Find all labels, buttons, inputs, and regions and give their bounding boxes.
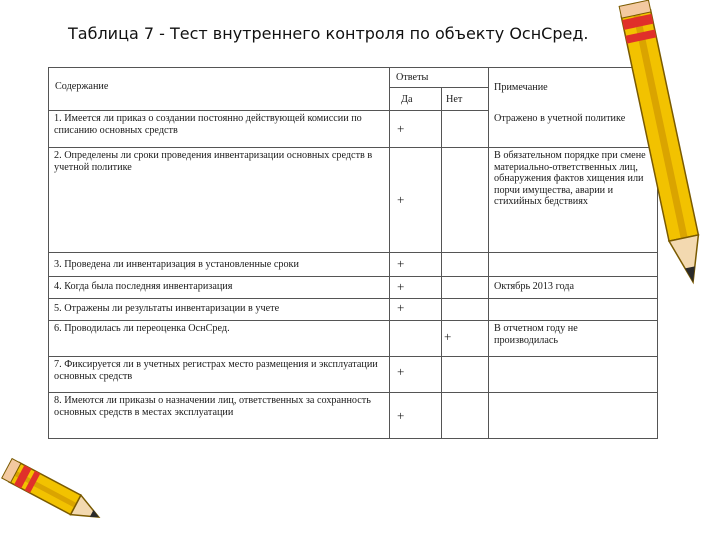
row-5-yes: + — [397, 300, 405, 315]
row-1-note: Отражено в учетной политике — [494, 113, 626, 124]
page-title: Таблица 7 - Тест внутреннего контроля по объекту ОснСред. — [68, 24, 589, 43]
internal-control-test-table — [48, 67, 658, 437]
row-5-question: 5. Отражены ли результаты инвентаризации в учете — [54, 303, 280, 314]
header-yes: Да — [401, 94, 413, 105]
row-2-note: В обязательном порядке при смене материально-ответственных лиц, обнаружения фактов хищения или порчи имущества, аварии и стихийных бедствиях — [494, 150, 646, 208]
row-6-question: 6. Проводилась ли переоценка ОснСред. — [54, 323, 230, 334]
row-3-question: 3. Проведена ли инвентаризация в установленные сроки — [54, 259, 299, 270]
row-3-yes: + — [397, 256, 405, 271]
row-2-yes: + — [397, 192, 405, 207]
header-answers: Ответы — [396, 72, 429, 83]
row-8-question: 8. Имеются ли приказы о назначении лиц, ответственных за сохранность основных средств в местах эксплуатации — [54, 395, 371, 418]
row-6-no: + — [444, 329, 452, 344]
row-4-yes: + — [397, 279, 405, 294]
row-4-question: 4. Когда была последняя инвентаризация — [54, 281, 233, 292]
header-note: Примечание — [494, 82, 548, 93]
row-7-yes: + — [397, 364, 405, 379]
row-4-note: Октябрь 2013 года — [494, 281, 574, 292]
pencil-icon — [610, 0, 720, 300]
pencil-icon — [0, 455, 110, 535]
header-content: Содержание — [55, 81, 109, 92]
row-6-note: В отчетном году не производилась — [494, 323, 578, 346]
header-no: Нет — [446, 94, 463, 105]
row-1-question: 1. Имеется ли приказ о создании постоянно действующей комиссии по списанию основных средств — [54, 113, 362, 136]
row-8-yes: + — [397, 408, 405, 423]
row-2-question: 2. Определены ли сроки проведения инвентаризации основных средств в учетной политике — [54, 150, 373, 173]
row-1-yes: + — [397, 121, 405, 136]
row-7-question: 7. Фиксируется ли в учетных регистрах место размещения и эксплуатации основных средств — [54, 359, 378, 382]
